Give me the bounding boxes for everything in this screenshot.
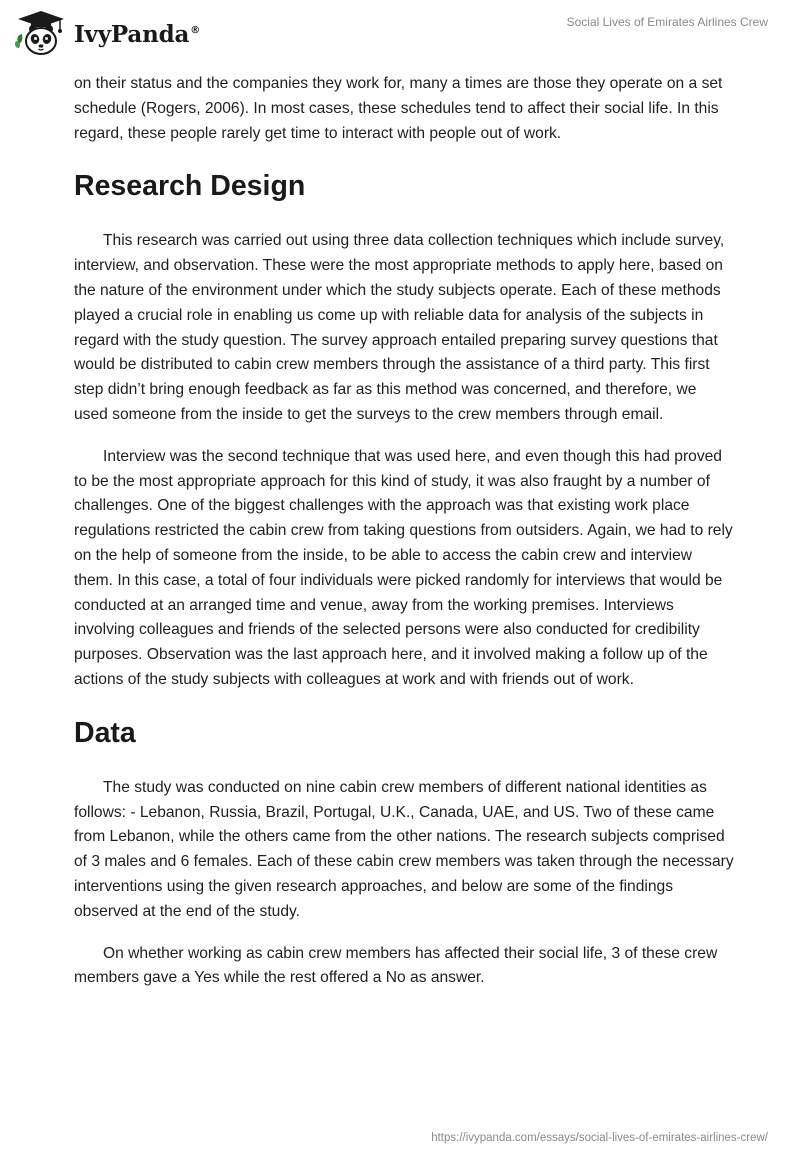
essay-content [74, 72, 734, 991]
research-design-paragraph-2: Interview was the second technique that was used here, and even though this had proved to be the most appropriate approach for this kind of study, it was also fraught by a number of challenges. One of the biggest challenges with the approach was that existing work place regulations restricted the cabin crew from taking questions from outsiders. Again, we had to rely on the help of someone from the inside, to be able to access the cabin crew and interview them. In this case, a total of four individuals were picked randomly for interviews that would be conducted at an arranged time and venue, away from the working premises. Interviews involving colleagues and friends of the selected persons were also conducted for credibility purposes. Observation was the last approach here, and it involved making a follow up of the actions of the study subjects with colleagues at work and with friends out of work. [74, 447, 733, 688]
ivypanda-logo[interactable] [14, 8, 200, 58]
data-paragraph-1: The study was conducted on nine cabin crew members of different national identities as follows: - Lebanon, Russia, Brazil, Portugal, U.K., Canada, UAE, and US. Two of these came from Lebanon, while the others came from the other nations. The research subjects comprised of 3 males and 6 females. Each of these cabin crew members was taken through the necessary interventions using the given research approaches, and below are some of the findings observed at the end of the study. [74, 778, 734, 920]
research-design-paragraph-1: This research was carried out using three data collection techniques which include survey, interview, and observation. These were the most appropriate methods to apply here, based on the nature of the environment under which the study subjects operate. Each of these methods played a crucial role in enabling us come up with reliable data for analysis of the subjects in regard with the study question. The survey approach entailed preparing survey questions that would be distributed to cabin crew members through the assistance of a third party. This first step didn’t bring enough feedback as far as this method was concerned, and therefore, we used someone from the inside to get the surveys to the crew members through email. [74, 232, 725, 423]
registered-mark: ® [190, 24, 200, 36]
page-header [0, 0, 800, 70]
logo-wordmark: IvyPanda® [74, 20, 200, 48]
document-title: Social Lives of Emirates Airlines Crew [566, 15, 768, 29]
section-heading-data: Data [74, 716, 136, 749]
intro-paragraph: on their status and the companies they work for, many a times are those they operate on a set schedule (Rogers, 2006). In most cases, these schedules tend to affect their social life. In this regard, these people rarely get time to interact with people out of work. [74, 75, 723, 142]
source-url[interactable]: https://ivypanda.com/essays/social-lives-of-emirates-airlines-crew/ [431, 1132, 768, 1144]
panda-graduate-icon [14, 8, 68, 58]
section-heading-research-design: Research Design [74, 170, 306, 203]
data-paragraph-2: On whether working as cabin crew members has affected their social life, 3 of these crew members gave a Yes while the rest offered a No as answer. [74, 944, 718, 987]
